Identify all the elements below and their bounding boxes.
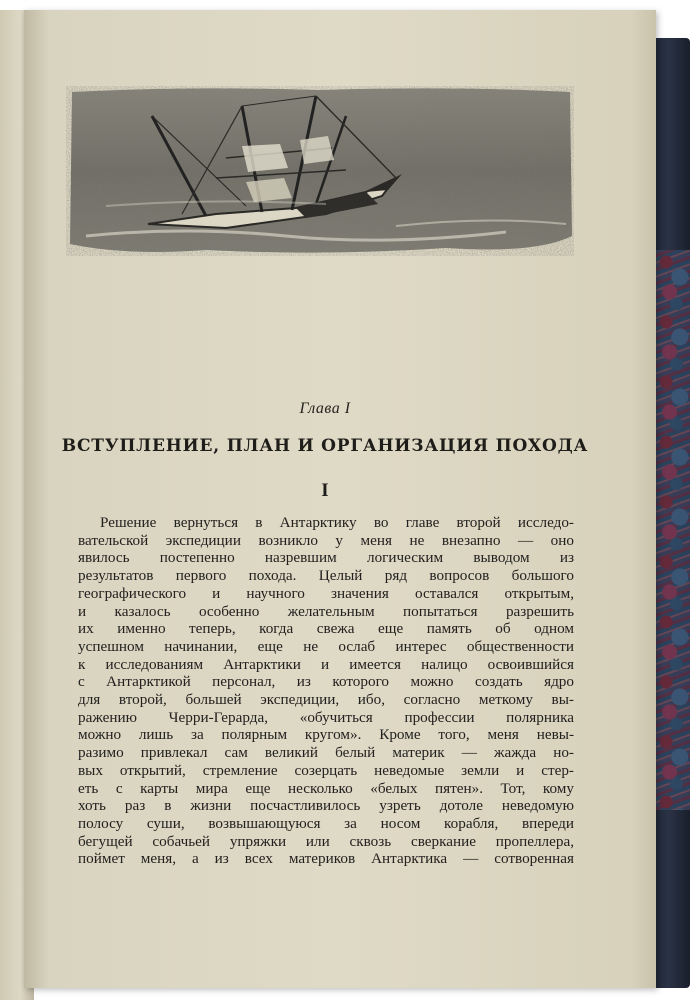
text-line: вых открытий, стремление созерцать неведомые земли и стер- xyxy=(78,761,574,779)
text-line: их именно теперь, когда свежа еще память об одном xyxy=(78,620,574,638)
chapter-title: ВСТУПЛЕНИЕ, ПЛАН И ОРГАНИЗАЦИЯ ПОХОДА xyxy=(61,436,589,456)
text-line: ражению Черри-Герарда, «обучиться профессии полярника xyxy=(78,708,574,726)
text-line: географического и научного значения оставался открытым, xyxy=(78,584,574,602)
text-line: вательской экспедиции возникло у меня не внезапно — оно xyxy=(78,531,574,549)
text-line: еть с карты мира еще несколько «белых пятен». Тот, кому xyxy=(78,779,574,797)
text-line: с Антарктикой персонал, из которого можно создать ядро xyxy=(78,673,574,691)
section-number: I xyxy=(321,480,329,501)
text-line: результатов первого похода. Целый ряд вопросов большого xyxy=(78,567,574,585)
chapter-label: Глава I xyxy=(299,400,351,417)
text-line: полосу суши, возвышающуюся за носом корабля, впереди xyxy=(78,814,574,832)
text-line: успешном начинании, еще не ослаб интерес общественности xyxy=(78,637,574,655)
body-text xyxy=(78,514,574,868)
text-line: явилось постепенно назревшим логическим выводом из xyxy=(78,549,574,567)
text-line: разимо привлекал сам великий белый материк — жажда но- xyxy=(78,744,574,762)
text-line: бегущей собачьей упряжки или сквозь сверкание пропеллера, xyxy=(78,832,574,850)
text-line: и казалось особенно желательным попытаться разрешить xyxy=(78,602,574,620)
ship-illustration xyxy=(66,86,574,256)
text-line: Решение вернуться в Антарктику во главе второй исследо- xyxy=(100,514,574,531)
text-line: поймет меня, а из всех материков Антарктика — сотворенная xyxy=(78,850,574,868)
marbled-page-edge xyxy=(656,250,690,810)
text-line: можно лишь за полярным кругом». Кроме того, меня невы- xyxy=(78,726,574,744)
text-line: для второй, большей экспедиции, ибо, согласно меткому вы- xyxy=(78,691,574,709)
text-line: к исследованиям Антарктики и имеется налицо освоившийся xyxy=(78,655,574,673)
text-line: хоть раз в жизни посчастливилось узреть дотоле неведомую xyxy=(78,797,574,815)
